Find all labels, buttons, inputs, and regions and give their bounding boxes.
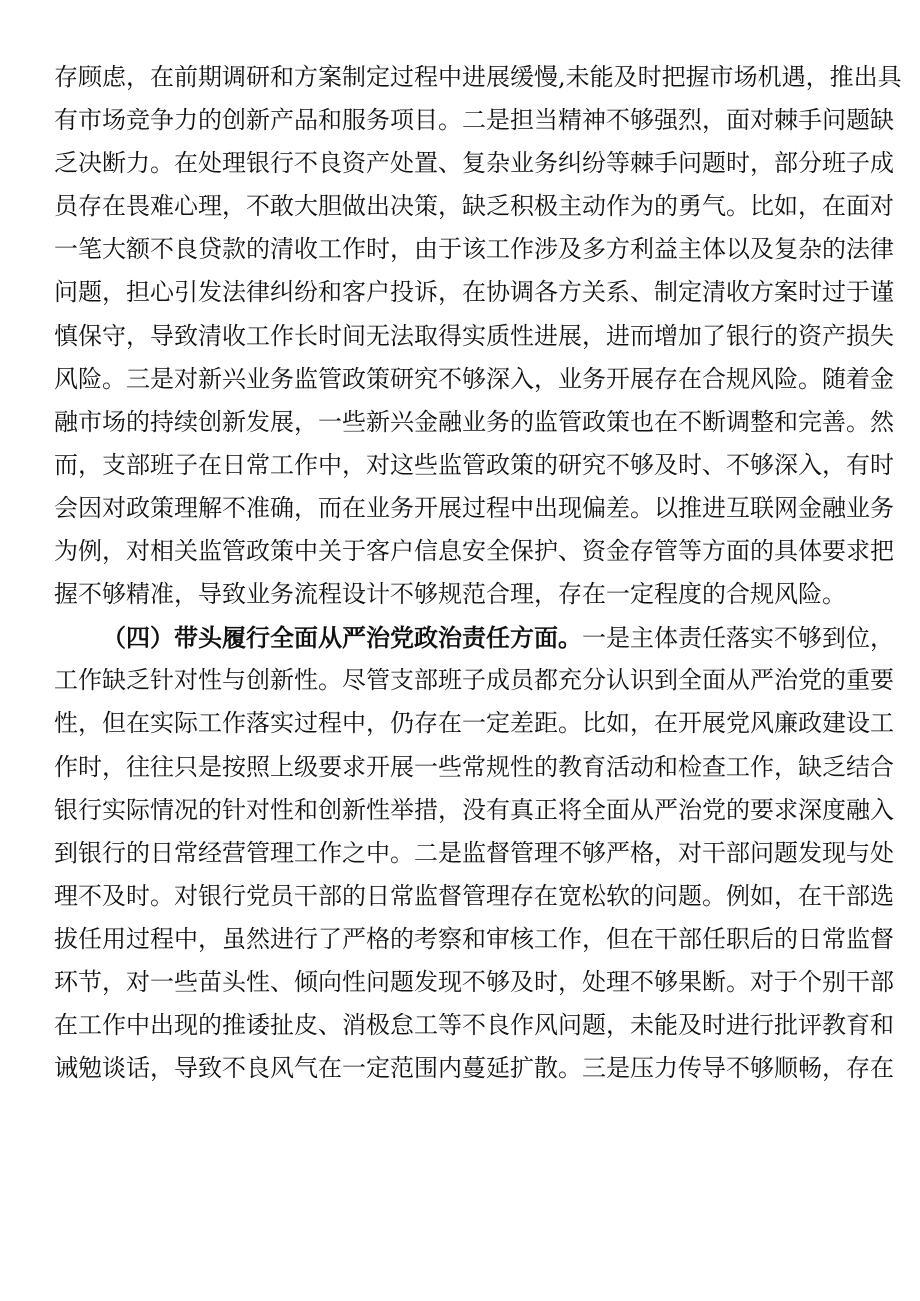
paragraph-line: 而，支部班子在日常工作中，对这些监管政策的研究不够及时、不够深入，有时	[54, 450, 894, 479]
paragraph-line: 理不及时。对银行党员干部的日常监督管理存在宽松软的问题。例如，在干部选	[54, 881, 894, 910]
paragraph-line: 工作缺乏针对性与创新性。尽管支部班子成员都充分认识到全面从严治党的重要	[54, 666, 894, 695]
document-body	[54, 56, 902, 1090]
paragraph-line: 诫勉谈话，导致不良风气在一定范围内蔓延扩散。三是压力传导不够顺畅，存在	[54, 1054, 894, 1083]
paragraph-last-line: 握不够精准，导致业务流程设计不够规范合理，存在一定程度的合规风险。	[54, 580, 846, 609]
paragraph-line: 为例，对相关监管政策中关于客户信息安全保护、资金存管等方面的具体要求把	[54, 537, 894, 566]
paragraph-line: 问题，担心引发法律纠纷和客户投诉，在协调各方关系、制定清收方案时过于谨	[54, 278, 894, 307]
paragraph-line: 会因对政策理解不准确，而在业务开展过程中出现偏差。以推进互联网金融业务	[54, 493, 894, 522]
paragraph-line: 性，但在实际工作落实过程中，仍存在一定差距。比如，在开展党风廉政建设工	[54, 709, 894, 738]
paragraph-line: 存顾虑，在前期调研和方案制定过程中进展缓慢,未能及时把握市场机遇，推出具	[54, 63, 902, 91]
paragraph-line: 一笔大额不良贷款的清收工作时，由于该工作涉及多方利益主体以及复杂的法律	[54, 235, 894, 264]
paragraph-line: 风险。三是对新兴业务监管政策研究不够深入，业务开展存在合规风险。随着金	[54, 364, 894, 393]
paragraph-line: 员存在畏难心理，不敢大胆做出决策，缺乏积极主动作为的勇气。比如，在面对	[54, 192, 894, 221]
paragraph-line: 在工作中出现的推诿扯皮、消极怠工等不良作风问题，未能及时进行批评教育和	[54, 1011, 894, 1040]
paragraph-line: 慎保守，导致清收工作长时间无法取得实质性进展，进而增加了银行的资产损失	[54, 321, 894, 350]
section-heading: （四）带头履行全面从严治党政治责任方面。	[102, 623, 582, 653]
paragraph-line: 环节，对一些苗头性、倾向性问题发现不够及时，处理不够果断。对于个别干部	[54, 967, 894, 996]
paragraph-line: 银行实际情况的针对性和创新性举措，没有真正将全面从严治党的要求深度融入	[54, 795, 894, 824]
section-heading-line	[54, 616, 894, 659]
paragraph-line: 有市场竞争力的创新产品和服务项目。二是担当精神不够强烈，面对棘手问题缺	[54, 106, 894, 135]
paragraph-line: 作时，往往只是按照上级要求开展一些常规性的教育活动和检查工作，缺乏结合	[54, 752, 894, 781]
section-heading-continuation: 一是主体责任落实不够到位，	[582, 624, 894, 653]
paragraph-line: 融市场的持续创新发展，一些新兴金融业务的监管政策也在不断调整和完善。然	[54, 407, 894, 436]
paragraph-line: 拔任用过程中，虽然进行了严格的考察和审核工作，但在干部任职后的日常监督	[54, 924, 894, 953]
paragraph-line: 到银行的日常经营管理工作之中。二是监督管理不够严格，对干部问题发现与处	[54, 838, 894, 867]
paragraph-line: 乏决断力。在处理银行不良资产处置、复杂业务纠纷等棘手问题时，部分班子成	[54, 149, 894, 178]
